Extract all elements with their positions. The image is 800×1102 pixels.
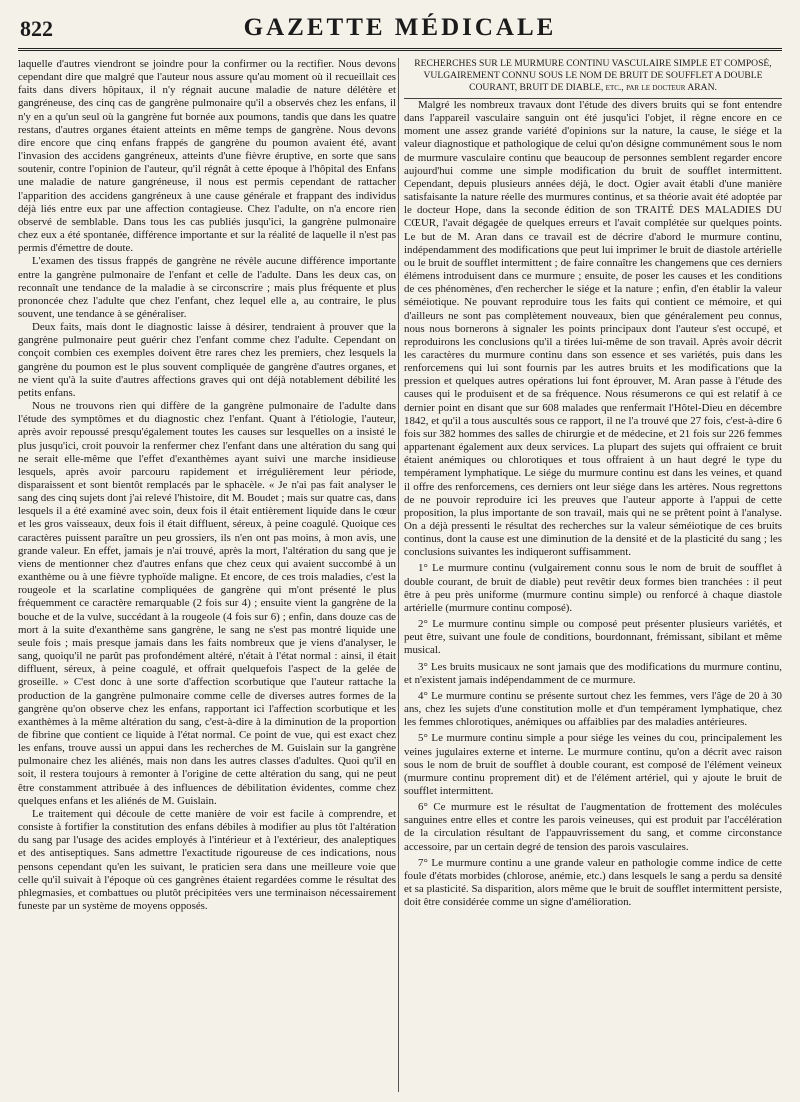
left-column [18, 58, 396, 1092]
paragraph: Nous ne trouvons rien qui diffère de la gangrène pulmonaire de l'adulte dans l'étude des symptômes et du diagnostic chez l'enfant. Quant à l'étiologie, l'auteur, après avoir repoussé presqu'également toutes les causes sur lesquelles on a insisté le plus jusqu'ici, croit pouvoir la renfermer chez l'enfant dans une altération du sang qui ne serait elle-même que l'effet d'exanthèmes ayant suivi une marche insidieuse lesquels, après avoir parcouru rapidement et irrégulièrement leur période, disparaissent et sont bientôt remplacés par le sphacèle. « Je n'ai pas fait analyser le sang des cinq sujets dont j'ai relevé l'histoire, dit M. Boudet ; mais sur quatre cas, dans lesquels il a été examiné avec soin, deux fois il était entièrement liquide dans le cœur et les gros vaisseaux, deux fois il était diffluent, séreux, à peine coagulé. Quoique ces caractères puissent paraître un peu grossiers, ils n'en ont pas moins, à mon avis, une grande valeur. En effet, jamais je n'ai trouvé, après la mort, l'altération du sang que je viens de mentionner chez d'autres enfans que chez ceux qui avaient succombé à un exanthème ou à une fièvre typhoïde maligne. Et encore, de ces trois maladies, c'est la rougeole et la scarlatine compliquées de gangrène qui m'ont présenté le plus fréquemment ce caractère remarquable (2 fois sur 4) ; ensuite vient la gangrène de la bouche et de la vulve, succédant à la rougeole (4 fois sur 6) ; enfin, dans douze cas de mort à la suite d'exanthème sans gangrène, le sang ne s'est pas montré liquide une seule fois ; mais presque jamais dans les faits nombreux que je viens d'analyser, le sang, quoiqu'il ne parût pas profondément altéré, n'était à l'état normal : ainsi, il était diffluent, séreux, à peine coagulé, et offrait quelquefois l'aspect de la gelée de groseille. » C'est donc à une sorte d'affection scorbutique que l'auteur rattache la production de la gangrène pulmonaire comme celle de diverses autres formes de la gangrène qu'on observe chez les enfans, rapportant ici l'affection scorbutique et les exanthèmes à la même altération du sang, c'est-à-dire à la diminution de la proportion de fibrine que contient ce liquide à l'état normal. Ce point de vue, qui est exact chez les enfans, trouve aussi un appui dans les recherches de M. Guislain sur la gangrène pulmonaire chez les aliénés, mais non dans les autres classes d'adultes. Quoi qu'il en soit, il restera toujours à remonter à l'origine de cette altération du sang, qui ne peut être constamment attribuée à des influences de débilitation évidentes, comme chez quelques enfans et les aliénés de M. Guislain. [18, 400, 396, 807]
paragraph: Deux faits, mais dont le diagnostic laisse à désirer, tendraient à prouver que la gangrène pulmonaire peut guérir chez l'enfant comme chez l'adulte. Cependant on conçoit combien ces exemples doivent être rares chez les premiers, chez lesquels la gangrène du poumon est le plus souvent compliquée de gangrène d'autres organes, et ne vient qu'à la suite d'autres affections graves qui ont déjà notablement débilité les petits enfans. [18, 321, 396, 399]
list-item: 4° Le murmure continu se présente surtout chez les femmes, vers l'âge de 20 à 30 ans, chez les sujets d'une constitution molle et d'un tempérament lymphatique, chez les femmes chlorotiques, anémiques ou affaiblies par des maladies antérieures. [404, 689, 782, 729]
page-number: 822 [20, 16, 53, 41]
conclusions-list [404, 562, 782, 909]
right-column [404, 58, 782, 1092]
journal-title: GAZETTE MÉDICALE [243, 14, 557, 41]
list-item: 3° Les bruits musicaux ne sont jamais que des modifications du murmure continu, et n'existent jamais indépendamment de ce murmure. [404, 660, 782, 686]
list-item: 2° Le murmure continu simple ou composé peut présenter plusieurs variétés, et peut être, suivant une foule de conditions, bourdonnant, frémissant, sibilant et même musical. [404, 618, 782, 657]
list-item: 5° Le murmure continu simple a pour siége les veines du cou, principalement les veines jugulaires externe et interne. Le murmure continu, qu'on a décrit avec raison sous le nom de bruit de soufflet à double courant, est composé de l'élément veineux (murmure continu proprement dit) et de l'élément artériel, qui y ajoute le bruit de soufflet intermittent. [404, 732, 782, 797]
paragraph: Le traitement qui découle de cette manière de voir est facile à comprendre, et consiste à fortifier la constitution des enfans débiles à modifier au plus tôt l'altération du sang par l'usage des acides employés à l'intérieur et à l'extérieur, des analeptiques et des antiseptiques. Sans admettre l'exactitude rigoureuse de ces indications, nous pensons cependant qu'en les suivant, le praticien sera dans une meilleure voie que celle qu'il suivait à l'époque où ces gangrènes étaient regardées comme le résultat des phlegmasies, et combattues ou plutôt précipitées vers une terminaison nécessairement funeste par un système de moyens opposés. [18, 807, 396, 912]
paragraph: laquelle d'autres viendront se joindre pour la confirmer ou la rectifier. Nous devons cependant dire que malgré que l'auteur nous assure qu'au moment où il recueillait ces faits dans divers hôpitaux, il n'y régnait aucune maladie de nature délétère et gangréneuse, des cinq cas de gangrène pulmonaire qu'il a observés chez les enfans, il n'y en a qu'un seul où la gangrène fut bornée aux poumons, tandis que dans les quatre restans, d'autres organes étaient atteints en même temps de gangrène. Nous devons dire encore que cinq enfans frappés de gangrène du poumon avaient été, avant l'invasion des accidens gangréneux, atteints d'une fièvre éruptive, en sorte que sans soutenir, contre l'opinion de l'auteur, qu'il régnât à cette époque à l'hôpital des Enfans une maladie de nature gangréneuse, il nous est permis cependant de rattacher l'apparition des accidens gangréneux à une cause générale et frappant des individus déjà liés entre eux par une affection contagieuse. Chez l'adulte, on n'a encore rien observé de semblable. Dans tous les cas publiés jusqu'ici, la gangrène pulmonaire chez eux a été spontanée, différence importante et sur la réalité de laquelle il n'est pas permis d'émettre de doute. [18, 58, 396, 255]
paragraph: Malgré les nombreux travaux dont l'étude des divers bruits qui se font entendre dans l'appareil vasculaire sanguin ont été jusqu'ici l'objet, il règne encore en ce moment une assez grande variété d'opinions sur la nature, la cause, le siége et la valeur diagnostique et pathologique de celui qu'on désigne communément sous le nom de murmure vasculaire continu que beaucoup de personnes semblent regarder encore aujourd'hui comme une simple modification du bruit de soufflet intermittent. Cependant, depuis plusieurs années déjà, le doct. Ogier avait établi d'une manière satisfaisante la nature réelle des murmures continus, et sa théorie avait été adoptée par le docteur Hope, dans la seconde édition de son TRAITÉ DES MALADIES DU CŒUR, l'avait dégagée de quelques erreurs et l'avait complétée sur quelques points. Le but de M. Aran dans ce travail est de décrire d'abord le murmure continu, indépendamment des modifications que peut lui imprimer le bruit de diastole artérielle ou le bruit de soufflet intermittent ; de faire connaître les changemens que ces derniers élémens introduisent dans ce murmure ; ensuite, de poser les causes et les conditions de ces phénomènes, d'en rechercher le siége et la nature ; enfin, d'en établir la valeur séméiotique. Ne pouvant reproduire tous les faits qui contient ce mémoire, et qui d'ailleurs ne sont pas complètement nouveaux, bien que généralement peu connus, nous nous bornerons à signaler les points principaux dont l'auteur s'est occupé, et reproduirons les conclusions qu'il a tirées lui-même de son travail. Après avoir décrit les caractères du murmure continu dans son essence et ses variétés, puis dans les renforcemens qui lui sont fournis par les autres bruits et les modifications que la pression et quelques autres opérations lui font éprouver, M. Aran passe à l'étude des causes qui le produisent et de sa fréquence. Nous résumerons ce qui est relatif à ce dernier point en disant que sur 608 malades que renfermait l'Hôtel-Dieu en décembre 1842, et qu'il a tous auscultés sous ce rapport, il ne l'a trouvé que 27 fois, c'est-à-dire 6 fois sur 382 hommes des salles de chirurgie et de médecine, et 21 fois sur 226 femmes appartenant également aux deux services. La plupart des sujets qui offraient ce bruit étaient anémiques ou chlorotiques et tous offraient à un haut degré le type du tempérament lymphatique. Le siége du murmure continu est dans les veines, et quand il offre des renforcemens, ces derniers ont leur siége dans les artères. Nous regrettons de ne pouvoir reproduire ici les preuves que l'auteur apporte à l'appui de cette proposition, la plus importante de son travail, mais qui ne se prêtent point à l'analyse. On a déjà pressenti le résultat des recherches sur la valeur séméiotique de ces bruits continus, dont la cause est une diminution de la densité et de la plasticité du sang ; les conclusions suivantes les indiqueront suffisamment. [404, 99, 782, 559]
list-item: 1° Le murmure continu (vulgairement connu sous le nom de bruit de soufflet à double courant, de bruit de diable) peut revêtir deux formes bien tranchées : il peut être à peu près uniforme (murmure continu simple) ou renforcé à chaque diastole artérielle (murmure continu composé). [404, 562, 782, 614]
page-header [18, 14, 782, 51]
paragraph: L'examen des tissus frappés de gangrène ne révèle aucune différence importante entre la gangrène pulmonaire de l'enfant et celle de l'adulte. Dans les deux cas, on reconnaît une tendance de la maladie à se circonscrire ; mais plus fréquente et plus prononcée chez l'adulte que chez l'enfant, chez lequel elle a, au contraire, le plus souvent, une tendance à se généraliser. [18, 255, 396, 320]
column-divider [398, 58, 399, 1092]
list-item: 7° Le murmure continu a une grande valeur en pathologie comme indice de cette foule d'états morbides (chlorose, anémie, etc.) dans lesquels le sang a perdu sa densité et sa plasticité. Sa disparition, alors même que le bruit de soufflet intermittent persiste, doit être considérée comme un signe d'amélioration. [404, 856, 782, 909]
list-item: 6° Ce murmure est le résultat de l'augmentation de frottement des molécules sanguines entre elles et contre les parois veineuses, qui est produit par l'accélération de la circulation résultant de l'appauvrissement du sang, et comme circonstance accessoire, par un certain degré de tension des parois vasculaires. [404, 801, 782, 853]
article-heading: RECHERCHES SUR LE MURMURE CONTINU VASCULAIRE SIMPLE ET COMPOSÉ, VULGAIREMENT CONNU SOUS LE NOM DE BRUIT DE SOUFFLET A DOUBLE COURANT, BRUIT DE DIABLE, etc., par le docteur ARAN. [404, 58, 782, 99]
